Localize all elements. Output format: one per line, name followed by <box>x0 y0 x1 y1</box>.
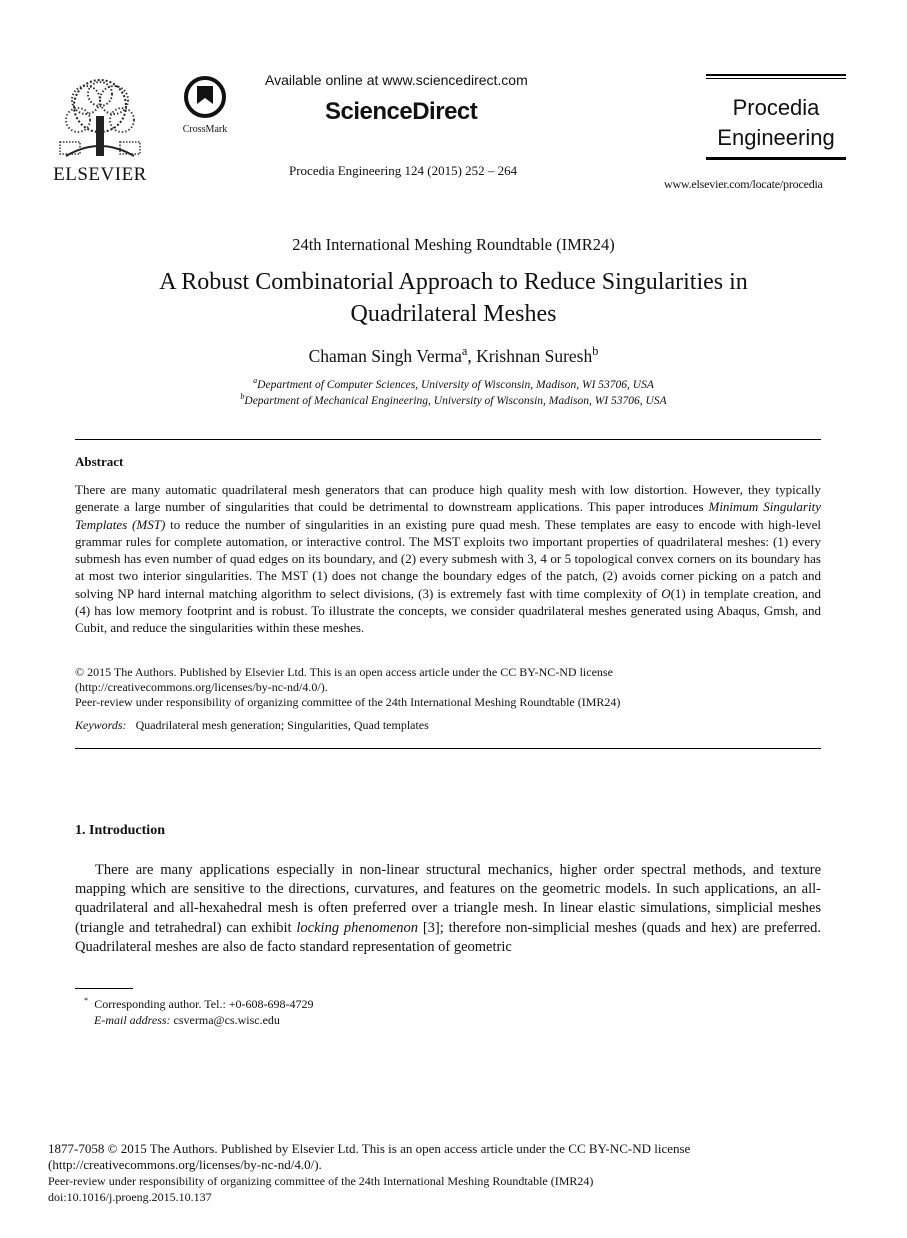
conference-name: 24th International Meshing Roundtable (IMR24) <box>292 235 615 254</box>
license-link[interactable]: (http://creativecommons.org/licenses/by-nc-nd/4.0/). <box>48 1157 322 1172</box>
abstract-heading: Abstract <box>75 454 124 469</box>
affil-marker: b <box>240 392 245 401</box>
peer-review-note: Peer-review under responsibility of organizing committee of the 24th International Meshing Roundtable (IMR24) <box>48 1174 594 1188</box>
copyright-line: © 2015 The Authors. Published by Elsevier Ltd. This is an open access article under the CC BY-NC-ND license <box>75 665 613 679</box>
journal-url[interactable]: www.elsevier.com/locate/procedia <box>664 177 823 191</box>
publication-info <box>48 1141 848 1205</box>
journal-title-box <box>706 74 846 160</box>
author-list <box>0 344 907 367</box>
keywords <box>75 718 821 733</box>
author-name: Krishnan Suresh <box>476 345 593 366</box>
elsevier-logo <box>50 76 150 185</box>
sciencedirect-wordmark: ScienceDirect <box>325 98 478 125</box>
doi[interactable]: doi:10.1016/j.proeng.2015.10.137 <box>48 1190 212 1204</box>
peer-review-note: Peer-review under responsibility of organizing committee of the 24th International Meshing Roundtable (IMR24) <box>75 695 621 710</box>
paper-title <box>60 266 847 330</box>
license-link[interactable]: (http://creativecommons.org/licenses/by-nc-nd/4.0/). <box>75 680 328 695</box>
abstract-body <box>75 481 821 637</box>
abstract-emphasis: O <box>661 585 671 601</box>
issn-line: 1877-7058 © 2015 The Authors. Published by Elsevier Ltd. This is an open access article under the CC BY-NC-ND license <box>48 1141 691 1156</box>
abstract-text: (1) in template creation, and (4) has low memory footprint and is robust. To illustrate the concepts, we consider quadrilateral meshes generated using Abaqus, Gmsh, and Cubit, and reduce the singularities within these meshes. <box>75 585 821 636</box>
affiliation-text: Department of Computer Sciences, University of Wisconsin, Madison, WI 53706, USA <box>257 378 654 391</box>
abstract-bottom-rule <box>75 748 821 749</box>
corresponding-author-footnote <box>84 993 314 1028</box>
footnote-rule <box>75 988 133 989</box>
corresponding-author: Corresponding author. Tel.: +0-608-698-4729 <box>94 997 314 1011</box>
paper-title-line2: Quadrilateral Meshes <box>350 301 557 327</box>
affiliation-a <box>0 376 907 391</box>
abstract-text: There are many automatic quadrilateral mesh generators that can produce high quality mesh with low distortion. However, they typically generate a large number of singularities that could be detrimental to downstream applications. This paper introduces <box>75 482 821 515</box>
email-label: E-mail address: <box>94 1013 171 1027</box>
affiliation-b <box>0 392 907 407</box>
intro-emphasis: locking phenomenon <box>296 919 419 936</box>
intro-text: There are many applications especially in non-linear structural mechanics, higher order spectral methods, and texture mapping which are sensitive to the directions, curvatures, and features on the geometric models. In such applications, an all-quadrilateral and all-hexahedral mesh is often preferred over a triangle mesh. In linear elastic simulations, simplicial meshes (triangle and tetrahedral) can exhibit <box>75 862 821 936</box>
journal-citation: Procedia Engineering 124 (2015) 252 – 264 <box>289 163 518 178</box>
journal-title <box>706 79 846 155</box>
crossmark-icon <box>183 76 227 118</box>
abstract-top-rule <box>75 439 821 440</box>
elsevier-tree-icon <box>56 76 144 158</box>
intro-text: [3]; therefore non-simplicial meshes (quads and hex) are preferred. Quadrilateral meshes are also de facto standard representation of geometric <box>75 919 821 955</box>
journal-box-rule-top <box>706 74 846 76</box>
email-address[interactable]: csverma@cs.wisc.edu <box>173 1013 280 1027</box>
affiliation-text: Department of Mechanical Engineering, University of Wisconsin, Madison, WI 53706, USA <box>244 394 667 407</box>
paper-title-line1: A Robust Combinatorial Approach to Reduce Singularities in <box>159 269 748 295</box>
crossmark-label: CrossMark <box>182 124 228 135</box>
affil-marker: a <box>253 376 258 385</box>
journal-title-line1: Procedia <box>732 95 820 120</box>
section-heading-introduction: 1. Introduction <box>75 823 165 838</box>
author-name: Chaman Singh Verma <box>308 345 462 366</box>
footnote-marker: * <box>84 996 89 1005</box>
journal-box-rule-bottom <box>706 158 846 160</box>
keywords-list: Quadrilateral mesh generation; Singularities, Quad templates <box>135 718 429 732</box>
introduction-paragraph <box>75 861 821 957</box>
abstract-emphasis: Minimum Singularity Templates (MST) <box>75 499 821 532</box>
author-affil-marker: b <box>592 344 599 358</box>
available-online: Available online at www.sciencedirect.com <box>265 72 528 88</box>
copyright-notice <box>75 665 821 711</box>
abstract-text: to reduce the number of singularities in an existing pure quad mesh. These templates are easy to encode with high-level grammar rules for complete automation, or interactive control. The MST exploits two important properties of quadrilateral meshes: (1) every submesh has even number of quad edges on its boundary, and (2) every submesh with 3, 4 or 5 topological convex corners on its boundary has at most two interior singularities. The MST (1) does not change the boundary edges of the patch, (2) avoids corner picking on a patch and solving NP hard internal matching algorithm to select divisions, (3) is extremely fast with time complexity of <box>75 516 822 601</box>
author-affil-marker: a <box>461 344 468 358</box>
elsevier-wordmark: ELSEVIER <box>53 164 147 185</box>
journal-title-line2: Engineering <box>717 125 835 150</box>
crossmark-badge[interactable] <box>176 76 234 135</box>
author-separator: , <box>467 345 477 366</box>
keywords-label: Keywords: <box>75 718 127 732</box>
